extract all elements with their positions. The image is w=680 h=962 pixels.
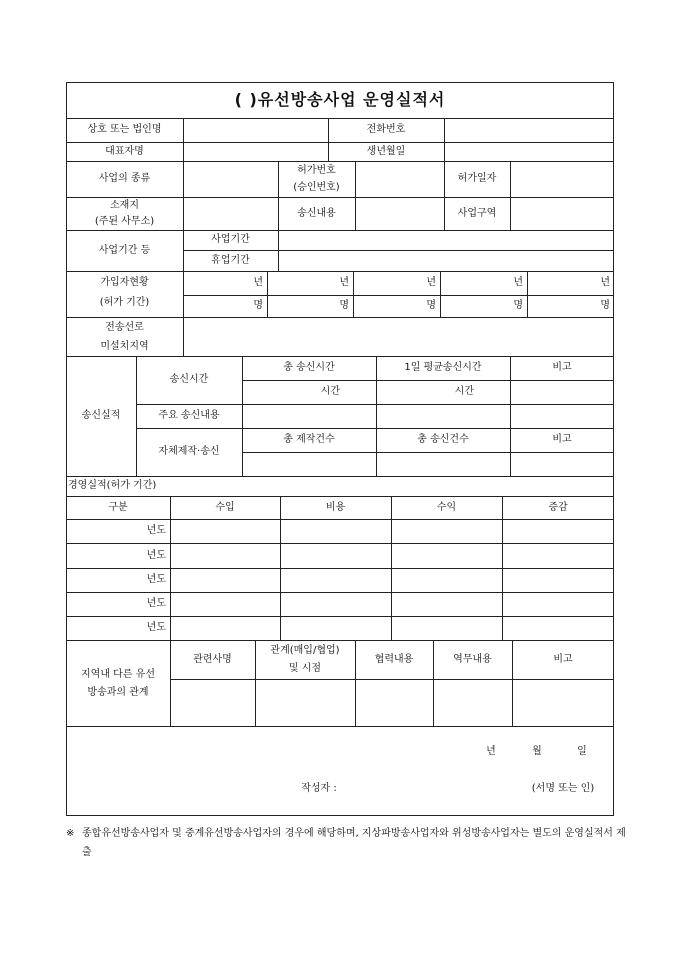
main-content-label: 주요 송신내용 [158, 410, 220, 422]
total-time-header: 총 송신시간 [283, 362, 335, 374]
relations-label: 지역내 다른 유선 [81, 669, 155, 681]
year-unit: 년 [426, 277, 436, 289]
footnote-text: 종합유선방송사업자 및 중계유선방송사업자의 경우에 해당하며, 지상파방송사업자와 위성방송사업자는 별도의 운영실적서 제출 [82, 828, 626, 858]
self-production-label: 자체제작·송신 [158, 446, 220, 458]
cooperation-header: 협력내용 [374, 653, 414, 665]
sign-or-seal: (서명 또는 인) [531, 783, 595, 795]
line [444, 118, 445, 162]
year-row-label: 년도 [146, 598, 166, 610]
year-unit: 년 [339, 277, 349, 289]
business-area-label: 사업구역 [457, 207, 497, 219]
company-name-label: 상호 또는 법인명 [87, 124, 162, 136]
signature-day: 일 [577, 746, 587, 758]
column-header: 수익 [436, 501, 457, 513]
transmission-time-label: 송신시간 [169, 374, 209, 386]
footnote-mark: ※ [66, 828, 75, 839]
permit-period-label: (허가 기간) [99, 297, 150, 309]
total-productions-header: 총 제작건수 [283, 434, 335, 446]
line [242, 452, 614, 453]
broadcast-content-label: 송신내용 [297, 207, 336, 219]
permit-number-label: 허가번호 [297, 164, 336, 176]
suspension-period-label: 휴업기간 [211, 254, 250, 266]
column-header: 구분 [108, 501, 128, 513]
unserved-area-label: 미설치지역 [100, 340, 149, 352]
year-row-label: 년도 [146, 574, 166, 586]
year-row-label: 년도 [146, 622, 166, 634]
performance-report-form [66, 82, 614, 816]
person-unit: 명 [513, 300, 523, 312]
author-label: 작성자 : [301, 783, 337, 795]
related-company-header: 관련사명 [193, 653, 232, 665]
column-header: 증감 [548, 501, 568, 513]
representative-label: 대표자명 [105, 145, 144, 157]
person-unit: 명 [253, 300, 263, 312]
line [355, 161, 356, 231]
remarks-header: 비고 [553, 653, 573, 665]
broadcast-performance-label: 송신실적 [81, 410, 121, 422]
daily-average-header: 1일 평균송신시간 [404, 362, 482, 374]
year-unit: 년 [600, 277, 610, 289]
business-period-label: 사업기간 등 [98, 244, 151, 256]
management-heading: 경영실적(허가 기간) [68, 480, 157, 492]
line [183, 118, 184, 162]
operation-period-label: 사업기간 [211, 234, 250, 246]
signature-year: 년 [486, 746, 496, 758]
line [183, 317, 184, 357]
total-broadcasts-header: 총 송신건수 [417, 434, 469, 446]
column-header: 비용 [325, 501, 346, 513]
hours-unit: 시간 [320, 386, 340, 398]
page-title: ( )유선방송사업 운영실적서 [234, 90, 446, 110]
year-row-label: 년도 [146, 525, 166, 537]
signature-month: 월 [532, 746, 542, 758]
birth-date-label: 생년월일 [366, 145, 406, 157]
relation-header: 관계(매입/협업) [270, 644, 340, 656]
year-unit: 년 [253, 277, 263, 289]
remarks-header: 비고 [552, 434, 572, 446]
subscribers-label: 가입자현황 [100, 277, 149, 289]
line [170, 679, 614, 680]
footnote [66, 824, 626, 862]
relation-header-2: 및 시점 [288, 662, 322, 674]
approval-number-label: (승인번호) [293, 181, 340, 193]
column-header: 수입 [215, 501, 235, 513]
line [278, 230, 279, 271]
location-label: 소재지 [110, 200, 139, 212]
person-unit: 명 [339, 300, 349, 312]
line [183, 161, 184, 231]
year-unit: 년 [513, 277, 523, 289]
relations-label-2: 방송과의 관계 [87, 687, 149, 699]
transmission-line-label: 전송선로 [105, 321, 144, 333]
duty-header: 역무내용 [453, 653, 492, 665]
phone-label: 전화번호 [366, 124, 406, 136]
person-unit: 명 [426, 300, 436, 312]
business-type-label: 사업의 종류 [98, 173, 151, 185]
line [66, 815, 614, 816]
remarks-header: 비고 [552, 362, 572, 374]
hours-unit: 시간 [454, 386, 474, 398]
permit-date-label: 허가일자 [457, 173, 497, 185]
main-office-label: (주된 사무소) [94, 216, 155, 228]
line [510, 161, 511, 231]
year-row-label: 년도 [146, 549, 166, 561]
line [66, 726, 614, 727]
person-unit: 명 [600, 300, 610, 312]
